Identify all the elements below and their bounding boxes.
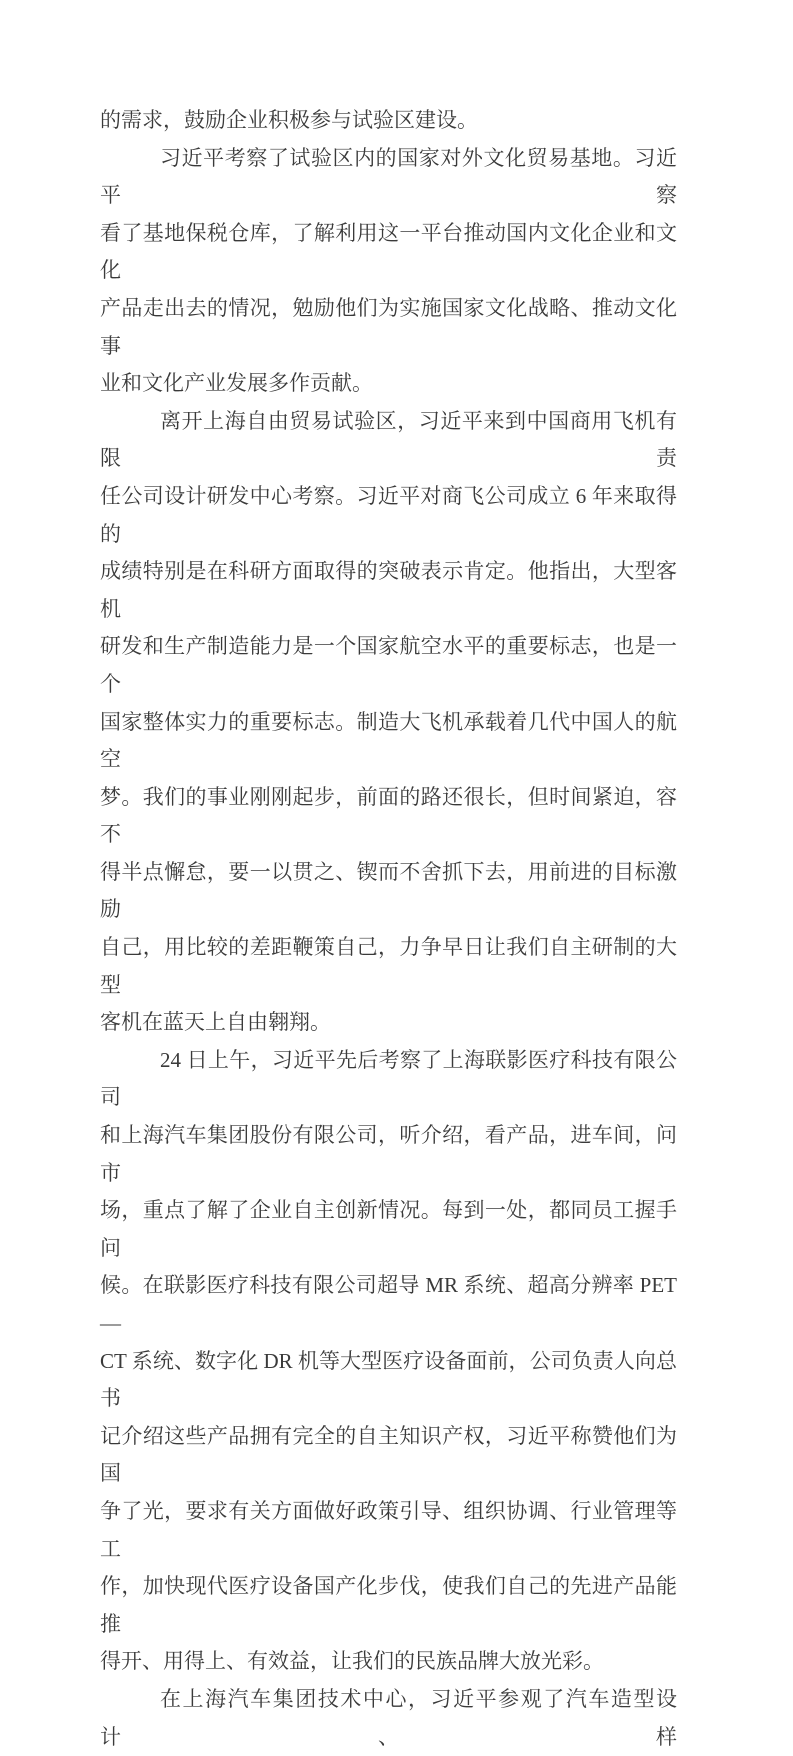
text-line: 业和文化产业发展多作贡献。 [100,371,373,396]
text-line: 习近平考察了试验区内的国家对外文化贸易基地。习近平察 [100,145,677,208]
text-line: 自己，用比较的差距鞭策自己，力争早日让我们自主研制的大型 [100,935,677,997]
text-line: 得开、用得上、有效益，让我们的民族品牌大放光彩。 [100,1649,604,1674]
text-line: 任公司设计研发中心考察。习近平对商飞公司成立 6 年来取得的 [100,483,677,546]
text-line: 记介绍这些产品拥有完全的自主知识产权，习近平称赞他们为国 [100,1423,677,1486]
text-line: 看了基地保税仓库，了解利用这一平台推动国内文化企业和文化 [100,220,677,283]
text-line: 场，重点了解了企业自主创新情况。每到一处，都同员工握手问 [100,1198,677,1260]
text-line: 24 日上午，习近平先后考察了上海联影医疗科技有限公司 [100,1047,677,1110]
text-line: CT 系统、数字化 DR 机等大型医疗设备面前，公司负责人向总书 [100,1348,677,1411]
text-line: 作，加快现代医疗设备国产化步伐，使我们自己的先进产品能推 [100,1574,677,1636]
text-line: 争了光，要求有关方面做好政策引导、组织协调、行业管理等工 [100,1498,677,1561]
text-line: 候。在联影医疗科技有限公司超导 MR 系统、超高分辨率 PET— [100,1273,677,1335]
text-line: 研发和生产制造能力是一个国家航空水平的重要标志，也是一个 [100,634,677,696]
text-line: 离开上海自由贸易试验区，习近平来到中国商用飞机有限责 [100,408,677,471]
text-line: 在上海汽车集团技术中心，习近平参观了汽车造型设计、样 [100,1686,677,1749]
text-line: 和上海汽车集团股份有限公司，听介绍，看产品，进车间，问市 [100,1123,677,1185]
text-line: 产品走出去的情况，勉励他们为实施国家文化战略、推动文化事 [100,295,677,358]
text-line: 梦。我们的事业刚刚起步，前面的路还很长，但时间紧迫，容不 [100,784,677,847]
document-text-block [100,102,677,1756]
text-line: 客机在蓝天上自由翱翔。 [100,1010,331,1035]
text-line: 成绩特别是在科研方面取得的突破表示肯定。他指出，大型客机 [100,559,677,621]
text-line: 国家整体实力的重要标志。制造大飞机承载着几代中国人的航空 [100,709,677,772]
text-line: 得半点懈怠，要一以贯之、锲而不舍抓下去，用前进的目标激励 [100,859,677,922]
text-line: 的需求，鼓励企业积极参与试验区建设。 [100,108,478,132]
